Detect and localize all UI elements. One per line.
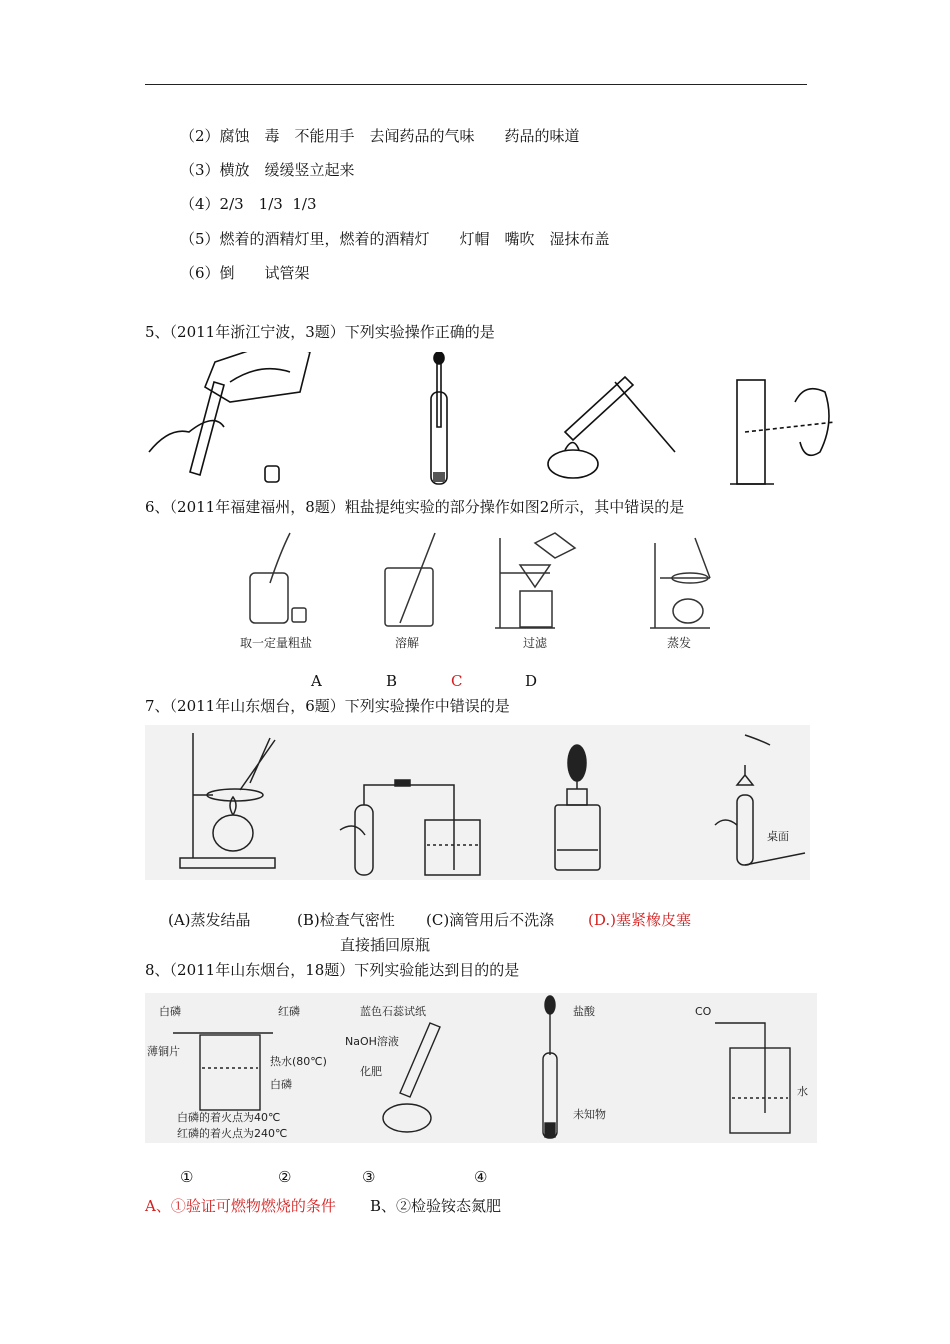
q8-fig1-label5: 白磷 [270, 1078, 292, 1091]
q7-stem: 7、（2011年山东烟台，6题）下列实验操作中错误的是 [145, 697, 510, 715]
q8-option-a: A、①验证可燃物燃烧的条件 [145, 1197, 336, 1215]
answer-line-3: （3）横放 缓缓竖立起来 [180, 161, 355, 179]
q8-num-4: ④ [474, 1168, 488, 1186]
q7-option-c: (C)滴管用后不洗涤 [426, 911, 555, 929]
q6-option-c: C [451, 672, 463, 690]
q5-figure [145, 352, 835, 490]
header-rule [145, 84, 807, 85]
q8-figure [145, 993, 817, 1143]
answer-line-5: （5）燃着的酒精灯里，燃着的酒精灯 灯帽 嘴吹 湿抹布盖 [180, 230, 610, 248]
q6-fig-label-b: 溶解 [395, 636, 420, 650]
q6-figure [230, 523, 720, 653]
q6-fig-label-a: 取一定量粗盐 [240, 636, 313, 650]
q8-num-3: ③ [362, 1168, 376, 1186]
q8-stem: 8、（2011年山东烟台，18题）下列实验能达到目的的是 [145, 961, 520, 979]
q6-option-b: B [386, 672, 398, 690]
q5-stem: 5、（2011年浙江宁波，3题）下列实验操作正确的是 [145, 323, 495, 341]
q8-fig2-label2: NaOH溶液 [345, 1035, 399, 1048]
q6-stem: 6、（2011年福建福州，8题）粗盐提纯实验的部分操作如图2所示，其中错误的是 [145, 498, 685, 516]
q7-option-a: (A)蒸发结晶 [168, 911, 251, 929]
q8-fig3-label1: 盐酸 [573, 1005, 595, 1018]
q8-fig1-note1: 白磷的着火点为40℃ [177, 1111, 281, 1124]
q6-fig-label-d: 蒸发 [667, 636, 692, 650]
q7-option-c-line2: 直接插回原瓶 [340, 936, 431, 954]
q8-num-1: ① [180, 1168, 194, 1186]
q7-fig-desk-label: 桌面 [767, 830, 789, 843]
q7-option-b: (B)检查气密性 [297, 911, 395, 929]
answer-line-4: （4）2/3 1/3 1/3 [180, 195, 317, 213]
q8-fig4-label1: CO [695, 1005, 712, 1018]
q8-option-b: B、②检验铵态氮肥 [370, 1197, 502, 1215]
q8-fig1-label2: 红磷 [278, 1005, 300, 1018]
q8-fig1-label3: 薄铜片 [147, 1045, 180, 1058]
q6-option-d: D [525, 672, 538, 690]
q8-fig1-label4: 热水(80℃) [270, 1055, 327, 1068]
q6-fig-label-c: 过滤 [523, 636, 548, 650]
q8-num-2: ② [278, 1168, 292, 1186]
answer-line-6: （6）倒 试管架 [180, 264, 310, 282]
q8-fig1-label1: 白磷 [159, 1005, 181, 1018]
q7-option-d: (D.)塞紧橡皮塞 [588, 911, 691, 929]
q8-fig4-label2: 水 [797, 1085, 808, 1098]
q8-fig1-note2: 红磷的着火点为240℃ [177, 1127, 288, 1140]
q8-fig2-label3: 化肥 [360, 1065, 382, 1078]
q8-fig2-label1: 蓝色石蕊试纸 [360, 1005, 426, 1018]
q8-fig3-label2: 未知物 [573, 1108, 606, 1121]
answer-line-2: （2）腐蚀 毒 不能用手 去闻药品的气味 药品的味道 [180, 127, 580, 145]
q7-figure [145, 725, 810, 880]
q6-option-a: A [311, 672, 322, 690]
